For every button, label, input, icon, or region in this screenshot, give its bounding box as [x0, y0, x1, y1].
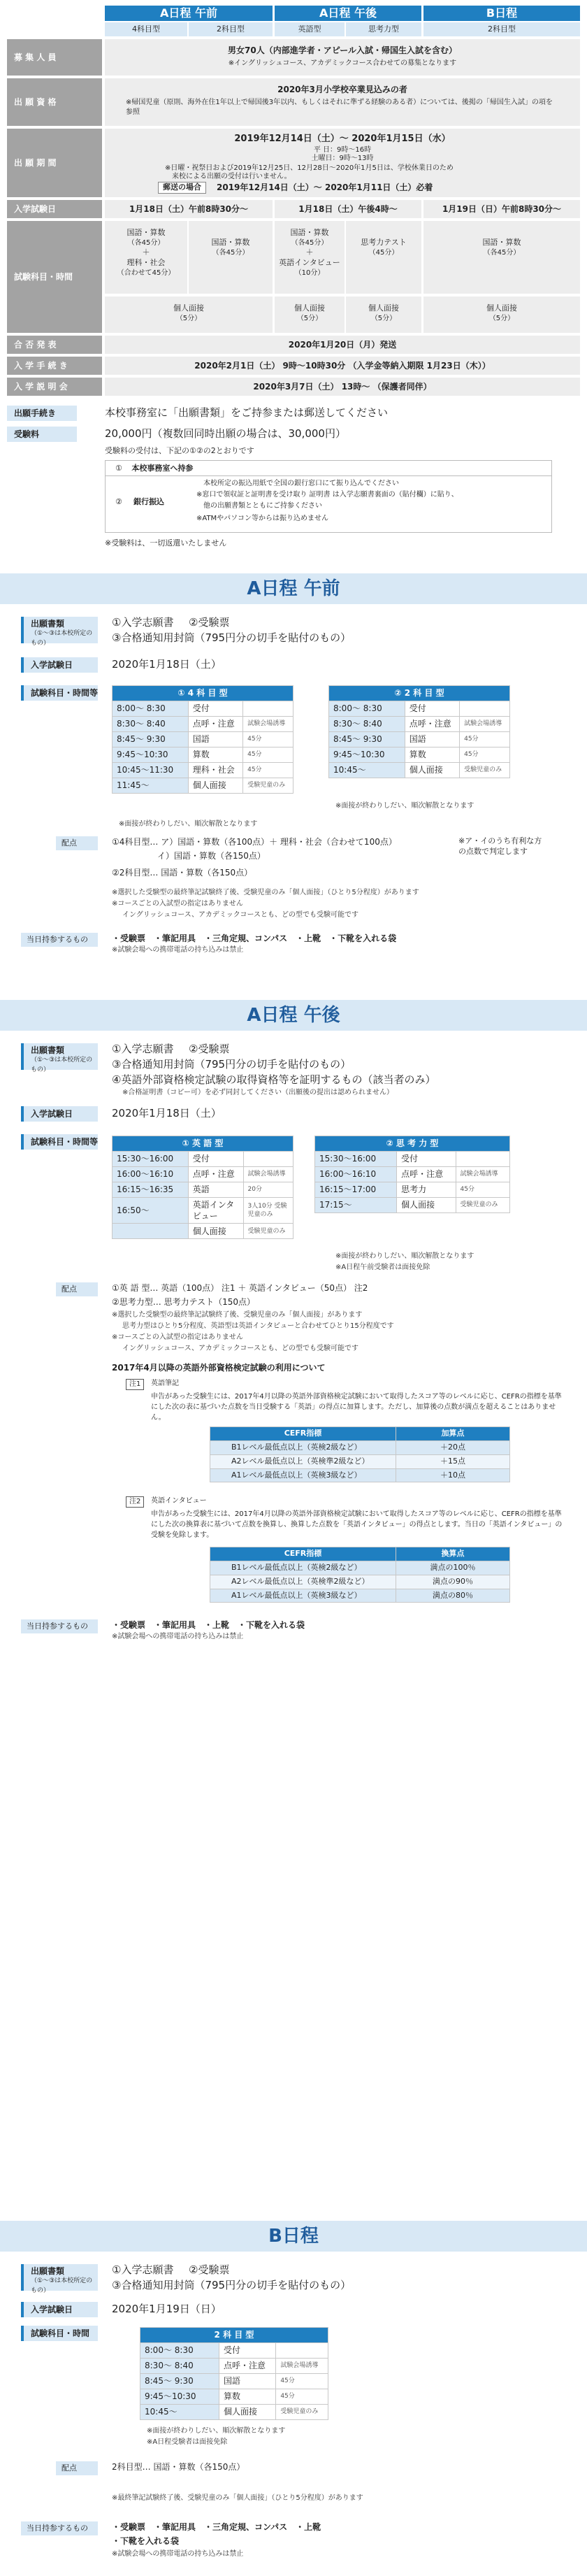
schedule-cell: 45分 — [276, 2374, 328, 2389]
schedule-cell: 45分 — [243, 763, 294, 778]
period-sub1: 平 日：9時～16時 — [313, 146, 372, 154]
p-table-think — [314, 1136, 510, 1213]
cefr-cell: 満点の90％ — [396, 1575, 509, 1589]
examday-a2: 1月18日（土）午後4時～ — [275, 200, 421, 218]
proc-label-2: 受験料 — [7, 427, 77, 442]
cefr2-h0: CEFR指標 — [210, 1547, 396, 1561]
subheader-b2: 2科目型 — [423, 22, 580, 36]
b-carry-2: ・下靴を入れる袋 — [112, 2536, 180, 2546]
b-note-2: ※A日程受験者は面接免除 — [147, 2438, 228, 2446]
schedule-cell: 試験会場誘導 — [243, 1167, 294, 1182]
schedule-row — [113, 1198, 294, 1224]
schedule-row — [113, 1224, 294, 1239]
interview-p1 — [275, 296, 345, 333]
schedule-cell: 理科・社会 — [188, 763, 242, 778]
a-score-3: ※ア・イのうち有利な方の点数で判定します — [458, 836, 542, 856]
b-docs-label-sub: （①～③は本校所定のもの） — [31, 2277, 93, 2294]
subj-text: 理科・社会 — [126, 258, 166, 268]
subj-text: （合わせて45分） — [117, 269, 175, 278]
a-doc-2: ②受験票 — [189, 616, 230, 629]
schedule-row — [315, 1167, 510, 1182]
schedule-cell — [243, 701, 294, 717]
schedule-cell: 45分 — [460, 732, 510, 747]
schedule-cell: 8:00～ 8:30 — [113, 701, 189, 717]
note2-head: 英語インタビュー — [151, 1497, 207, 1505]
subheader-2: 2科目型 — [189, 22, 273, 36]
p-carry-label: 当日持参するもの — [21, 1619, 98, 1633]
b-carry: ・受験票 ・筆記用具 ・三角定規、コンパス ・上靴 — [112, 2522, 321, 2532]
b-docs-label — [21, 2264, 98, 2294]
p-score-label: 配点 — [56, 1282, 98, 1296]
period-note2: 来校による出願の受付は行いません。 — [172, 173, 291, 180]
p-score-2: ②思考力型… 思考力テスト（150点） — [112, 1297, 255, 1307]
schedule-row — [140, 2359, 328, 2374]
p-table-eng — [112, 1136, 294, 1239]
subj-text: （各45分） — [291, 238, 328, 247]
label-subjects: 試験科目・時間 — [7, 221, 102, 333]
procedure-cell: 2020年2月1日（土） 9時～10時30分 （入学金等納入期限 1月23日（木）） — [105, 357, 580, 375]
opt2-line1: 本校所定の振込用紙で全国の銀行窓口にて振り込んでください — [203, 480, 399, 487]
p-doc-4: ④英語外部資格検定試験の取得資格等を証明するもの（該当者のみ） — [112, 1073, 436, 1086]
refund-note: ※受験料は、一切返還いたしません — [105, 538, 227, 548]
proc-text-2: 20,000円（複数回同時出願の場合は、30,000円） — [105, 427, 346, 440]
note1-head: 英語筆記 — [151, 1380, 179, 1387]
schedule-cell: 16:00～16:10 — [315, 1167, 397, 1182]
header-b: B日程 — [423, 6, 580, 21]
a-memo-2: ※コースごとの入試型の指定はありません — [112, 900, 243, 908]
cefr1-h0: CEFR指標 — [210, 1427, 396, 1441]
interview-time: （5分） — [488, 314, 515, 322]
schedule-row — [113, 1167, 294, 1182]
fee-note: 受験料の受付は、下記の①②の2とおりです — [105, 446, 254, 455]
a-carry-note: ※試験会場への携帯電話の持ち込みは禁止 — [112, 946, 244, 954]
a-score-label: 配点 — [56, 836, 98, 850]
schedule-cell: 受験児童のみ — [276, 2405, 328, 2420]
schedule-cell: 16:00～16:10 — [113, 1167, 189, 1182]
proc-label-1: 出願手続き — [7, 406, 77, 421]
p-doc-1: ①入学志願書 — [112, 1043, 174, 1055]
overview-table — [0, 0, 587, 548]
schedule-cell: 個人面接 — [188, 778, 242, 794]
label-eligibility: 出 願 資 格 — [7, 78, 102, 126]
opt1-num: ① — [115, 464, 122, 473]
label-briefing: 入 学 説 明 会 — [7, 378, 102, 396]
schedule-cell: 個人面接 — [397, 1198, 456, 1213]
p-note-1: ※面接が終わりしだい、順次解散となります — [335, 1252, 474, 1260]
b-note-1: ※面接が終わりしだい、順次解散となります — [147, 2427, 286, 2435]
header-a-morning: A日程 午前 — [105, 6, 273, 21]
a-date: 2020年1月18日（土） — [112, 658, 222, 671]
cefr2-h1: 換算点 — [396, 1547, 509, 1561]
interview-time: （5分） — [296, 314, 323, 322]
examday-a1: 1月18日（土）午前8時30分～ — [105, 200, 273, 218]
cefr-cell: A1レベル最低点以上（英検3級など） — [210, 1468, 396, 1482]
schedule-cell: 受験児童のみ — [243, 1224, 294, 1239]
subj-text: （45分） — [368, 248, 399, 257]
cefr-cell: 満点の80％ — [396, 1589, 509, 1603]
schedule-cell: 8:00～ 8:30 — [140, 2343, 219, 2359]
b-doc-3: ③合格通知用封筒（795円分の切手を貼付のもの） — [112, 2279, 352, 2291]
subj-text: 国語・算数 — [126, 228, 166, 237]
schedule-cell: 16:15～17:00 — [315, 1182, 397, 1198]
schedule-cell: 試験会場誘導 — [460, 717, 510, 732]
a-memo-3: イングリッシュコース、アカデミックコースとも、どの型でも受験可能です — [122, 911, 358, 919]
period-note1: ※日曜・祝祭日および2019年12月25日、12月28日～2020年1月5日は、学校休業日のため — [165, 164, 454, 172]
p-date-label: 入学試験日 — [21, 1106, 98, 1122]
subj-text: 思考力テスト — [361, 238, 407, 247]
note1-tag: 注1 — [126, 1379, 144, 1390]
schedule-cell: 45分 — [243, 747, 294, 763]
interview-time: （5分） — [175, 314, 202, 322]
a-doc-3: ③合格通知用封筒（795円分の切手を貼付のもの） — [112, 631, 352, 644]
label-result: 合 否 発 表 — [7, 336, 102, 354]
p-date: 2020年1月18日（土） — [112, 1107, 222, 1119]
subheader-think: 思考力型 — [346, 22, 421, 36]
schedule-cell: 国語 — [405, 732, 459, 747]
p-docs-note: ※合格証明書（コピー可）を必ず同封してください（出願後の提出は認められません） — [122, 1089, 393, 1096]
opt2-num: ② — [115, 497, 122, 506]
cefr-cell: A1レベル最低点以上（英検3級など） — [210, 1589, 396, 1603]
cefr-row — [210, 1575, 510, 1589]
p-memo-2: 思考力型はひとり5分程度、英語型は英語インタビューと合わせてひとり15分程度です — [122, 1322, 394, 1330]
schedule-cell: 20分 — [243, 1182, 294, 1198]
period-sub2: 土曜日：9時～13時 — [311, 155, 374, 162]
p-t1-title: ① 英 語 型 — [113, 1136, 294, 1152]
cefr-table-2 — [210, 1547, 510, 1603]
p-memo-1: ※選択した受験型の最終筆記試験終了後、受験児童のみ「個人面接」があります — [112, 1311, 363, 1319]
subj-text: ＋ — [305, 248, 314, 257]
period-text: 2019年12月14日（土）～ 2020年1月15日（水） — [234, 134, 451, 144]
cefr-table-1 — [210, 1426, 510, 1482]
a-docs-label-text: 出願書類 — [31, 619, 65, 629]
subj-text: （10分） — [294, 269, 325, 278]
a-t1-note: ※面接が終わりしだい、順次解散となります — [119, 820, 258, 828]
capacity-text: 男女70人（内部進学者・アピール入試・帰国生入試を含む） — [228, 45, 457, 55]
schedule-cell: 受験児童のみ — [243, 778, 294, 794]
opt1-text: 本校事務室へ持参 — [131, 464, 194, 473]
schedule-cell: 16:50～ — [113, 1198, 189, 1224]
schedule-row — [113, 701, 294, 717]
subheader-4: 4科目型 — [105, 22, 187, 36]
b-score-label: 配点 — [56, 2461, 98, 2475]
interview-p2 — [346, 296, 421, 333]
schedule-cell: 45分 — [243, 732, 294, 747]
schedule-cell — [276, 2343, 328, 2359]
schedule-cell: 英語 — [188, 1182, 243, 1198]
schedule-cell: 受験児童のみ — [460, 763, 510, 778]
schedule-cell — [460, 701, 510, 717]
section-a-morning-title: A日程 午前 — [0, 573, 587, 604]
subj-p-think — [346, 221, 421, 294]
schedule-cell: 試験会場誘導 — [456, 1167, 509, 1182]
b-doc-2: ②受験票 — [189, 2263, 230, 2276]
label-examday: 入学試験日 — [7, 200, 102, 218]
schedule-cell: 8:30～ 8:40 — [329, 717, 405, 732]
opt2-line2: ※窓口で領収証と証明書を受け取り 証明書 は入学志願書裏面の（貼付欄）に貼り、 — [196, 491, 458, 499]
p-score-1: ①英 語 型… 英語（100点） 注1 ＋ 英語インタビュー（50点） 注2 — [112, 1283, 368, 1293]
subj-a-2 — [189, 221, 273, 294]
subj-text: 英語インタビュー — [279, 258, 340, 268]
cefr-cell: ＋10点 — [396, 1468, 509, 1482]
a-date-label: 入学試験日 — [21, 657, 98, 673]
p-docs-label — [21, 1043, 98, 1073]
schedule-row — [113, 778, 294, 794]
schedule-cell: 10:45～11:30 — [113, 763, 189, 778]
schedule-cell: 受付 — [219, 2343, 275, 2359]
eligibility-cell — [105, 78, 580, 126]
eligibility-note: ※帰国児童（原則、海外在住1年以上で帰国後3年以内、もしくはそれに準ずる経験のある者）については、後掲の「帰国生入試」の項を参照 — [126, 99, 553, 116]
note1-text: 申告があった受験生には、2017年4月以降の英語外部資格検定試験において取得したスコア等のレベルに応じ、CEFRの指標を基準にした次の表に基づいた点数を当日受験する「英語」の得点に加算します。ただし、加算後の点数が満点を超えることはありません。 — [151, 1393, 562, 1422]
p-t2-title: ② 思 考 力 型 — [315, 1136, 510, 1152]
schedule-cell: 受付 — [188, 701, 242, 717]
schedule-cell — [456, 1152, 509, 1167]
p-doc-3: ③合格通知用封筒（795円分の切手を貼付のもの） — [112, 1058, 352, 1071]
cefr-cell: B1レベル最低点以上（英検2級など） — [210, 1561, 396, 1575]
schedule-cell: 17:15～ — [315, 1198, 397, 1213]
label-period: 出 願 期 間 — [7, 129, 102, 197]
b-doc-1: ①入学志願書 — [112, 2263, 174, 2276]
interview-b — [423, 296, 580, 333]
schedule-row — [315, 1198, 510, 1213]
cefr-cell: B1レベル最低点以上（英検2級など） — [210, 1440, 396, 1454]
schedule-cell: 受験児童のみ — [456, 1198, 509, 1213]
label-capacity: 募 集 人 員 — [7, 39, 102, 76]
schedule-cell: 試験会場誘導 — [276, 2359, 328, 2374]
schedule-cell: 8:45～ 9:30 — [113, 732, 189, 747]
schedule-cell: 点呼・注意 — [405, 717, 459, 732]
a-carry-label: 当日持参するもの — [21, 933, 98, 947]
schedule-row — [113, 717, 294, 732]
subj-b — [423, 221, 580, 294]
proc-text-1: 本校事務室に「出願書類」をご持参または郵送してください — [105, 406, 389, 419]
subheader-eng: 英語型 — [275, 22, 345, 36]
schedule-cell: 11:45～ — [113, 778, 189, 794]
b-date: 2020年1月19日（日） — [112, 2303, 222, 2315]
schedule-cell: 国語 — [188, 732, 242, 747]
schedule-row — [329, 763, 510, 778]
interview-text: 個人面接 — [294, 303, 325, 313]
p-docs-label-sub: （①～③は本校所定のもの） — [31, 1057, 93, 1073]
schedule-cell: 試験会場誘導 — [243, 717, 294, 732]
subj-a-4 — [105, 221, 187, 294]
schedule-cell: 点呼・注意 — [188, 1167, 243, 1182]
cefr1-h1: 加算点 — [396, 1427, 509, 1441]
b-table — [140, 2327, 328, 2420]
schedule-row — [140, 2389, 328, 2405]
schedule-cell: 9:45～10:30 — [113, 747, 189, 763]
schedule-cell: 8:45～ 9:30 — [329, 732, 405, 747]
schedule-row — [315, 1182, 510, 1198]
p-memo-3: ※コースごとの入試型の指定はありません — [112, 1333, 243, 1341]
a-score-4: ②2科目型… 国語・算数（各150点） — [112, 868, 253, 878]
schedule-cell: 算数 — [188, 747, 242, 763]
schedule-cell: 9:45～10:30 — [329, 747, 405, 763]
note2-text: 申告があった受験生には、2017年4月以降の英語外部資格検定試験において取得したスコア等のレベルに応じ、CEFRの指標を基準にした次の換算表に基づいて点数を換算し、換算した点数を「英語インタビュー」の得点とします。当日の「英語インタビュー」の受験を免除します。 — [151, 1510, 563, 1539]
section-a-afternoon-title: A日程 午後 — [0, 1000, 587, 1031]
result-cell: 2020年1月20日（月）発送 — [105, 336, 580, 354]
schedule-cell: 8:45～ 9:30 — [140, 2374, 219, 2389]
b-date-label: 入学試験日 — [21, 2302, 98, 2317]
b-score-1: 2科目型… 国語・算数（各150点） — [112, 2462, 245, 2472]
schedule-cell: 8:00～ 8:30 — [329, 701, 405, 717]
subj-text: 国語・算数 — [290, 228, 329, 237]
p-docs-label-text: 出願書類 — [31, 1045, 65, 1055]
schedule-cell — [113, 1224, 189, 1239]
schedule-cell: 個人面接 — [405, 763, 459, 778]
p-carry-note: ※試験会場への携帯電話の持ち込みは禁止 — [112, 1633, 244, 1640]
b-carry-note: ※試験会場への携帯電話の持ち込みは禁止 — [112, 2550, 244, 2558]
schedule-cell: 点呼・注意 — [397, 1167, 456, 1182]
a-memo-1: ※選択した受験型の最終筆記試験終了後、受験児童のみ「個人面接」（ひとり5分程度）があります — [112, 889, 419, 896]
capacity-cell — [105, 39, 580, 76]
cefr-row — [210, 1561, 510, 1575]
a-score-2: イ）国語・算数（各150点） — [157, 851, 266, 861]
schedule-row — [113, 732, 294, 747]
schedule-cell: 45分 — [276, 2389, 328, 2405]
interview-text: 個人面接 — [368, 303, 399, 313]
schedule-cell: 点呼・注意 — [188, 717, 242, 732]
a-score-1: ①4科目型… ア）国語・算数（各100点）＋ 理科・社会（合わせて100点） — [112, 837, 397, 847]
p-doc-2: ②受験票 — [189, 1043, 230, 1055]
subj-p-eng — [275, 221, 345, 294]
opt2-row — [106, 476, 551, 532]
schedule-cell: 個人面接 — [219, 2405, 275, 2420]
schedule-cell: 国語 — [219, 2374, 275, 2389]
a-docs-label-sub: （①～③は本校所定のもの） — [31, 630, 93, 647]
capacity-note: ※イングリッシュコース、アカデミックコース合わせての募集となります — [228, 59, 457, 68]
subj-text: 国語・算数 — [211, 238, 250, 247]
b-t1-title: 2 科 目 型 — [140, 2328, 328, 2343]
mail-label: 郵送の場合 — [158, 182, 206, 194]
p-note-2: ※A日程午前受験者は面接免除 — [335, 1264, 430, 1271]
schedule-row — [329, 747, 510, 763]
a-table-4 — [112, 685, 294, 794]
schedule-cell: 45分 — [456, 1182, 509, 1198]
label-procedure: 入 学 手 続 き — [7, 357, 102, 375]
schedule-cell: 8:30～ 8:40 — [113, 717, 189, 732]
cefr-row — [210, 1468, 510, 1482]
subj-text: 国語・算数 — [482, 238, 521, 247]
schedule-row — [315, 1152, 510, 1167]
interview-text: 個人面接 — [486, 303, 517, 313]
briefing-cell: 2020年3月7日（土） 13時～ （保護者同伴） — [105, 378, 580, 396]
examday-b: 1月19日（日）午前8時30分～ — [423, 200, 580, 218]
b-docs-label-text: 出願書類 — [31, 2266, 65, 2276]
schedule-cell: 16:15～16:35 — [113, 1182, 189, 1198]
schedule-cell: 算数 — [405, 747, 459, 763]
schedule-row — [140, 2405, 328, 2420]
a-doc-1: ①入学志願書 — [112, 616, 174, 629]
opt2-text: 銀行振込 — [133, 497, 164, 506]
b-memo-1: ※最終筆記試験終了後、受験児童のみ「個人面接」（ひとり5分程度）があります — [112, 2494, 363, 2502]
schedule-row — [113, 1182, 294, 1198]
cefr-cell: 満点の100％ — [396, 1561, 509, 1575]
p-subj-label: 試験科目・時間等 — [21, 1134, 98, 1150]
schedule-row — [140, 2374, 328, 2389]
note2-tag: 注2 — [126, 1496, 144, 1508]
fee-options — [105, 460, 552, 533]
cefr-cell: A2レベル最低点以上（英検準2級など） — [210, 1454, 396, 1468]
schedule-row — [113, 763, 294, 778]
mail-text: 2019年12月14日（土）～ 2020年1月11日（土）必着 — [217, 183, 433, 192]
schedule-cell: 算数 — [219, 2389, 275, 2405]
cefr-cell: ＋20点 — [396, 1440, 509, 1454]
schedule-row — [329, 701, 510, 717]
schedule-cell: 3人10分 受験児童のみ — [243, 1198, 294, 1224]
schedule-cell: 思考力 — [397, 1182, 456, 1198]
schedule-cell: 15:30～16:00 — [113, 1152, 189, 1167]
schedule-row — [113, 747, 294, 763]
schedule-row — [329, 717, 510, 732]
schedule-cell: 受付 — [405, 701, 459, 717]
cefr-row — [210, 1589, 510, 1603]
subj-text: （各45分） — [212, 248, 249, 257]
a-t2-title: ② 2 科 目 型 — [329, 686, 510, 701]
section-b-title: B日程 — [0, 2221, 587, 2252]
schedule-cell: 15:30～16:00 — [315, 1152, 397, 1167]
a-t2-note: ※面接が終わりしだい、順次解散となります — [335, 802, 474, 810]
schedule-cell: 個人面接 — [188, 1224, 243, 1239]
header-a-afternoon: A日程 午後 — [275, 6, 421, 21]
cefr-cell: ＋15点 — [396, 1454, 509, 1468]
b-carry-label: 当日持参するもの — [21, 2521, 98, 2535]
schedule-cell: 9:45～10:30 — [140, 2389, 219, 2405]
schedule-cell: 英語インタビュー — [188, 1198, 243, 1224]
a-table-2 — [328, 685, 510, 778]
a-t1-title: ① 4 科 目 型 — [113, 686, 294, 701]
a-subj-label: 試験科目・時間等 — [21, 685, 98, 701]
p-carry: ・受験票 ・筆記用具 ・上靴 ・下靴を入れる袋 — [112, 1620, 305, 1630]
schedule-cell — [243, 1152, 294, 1167]
cefr-row — [210, 1440, 510, 1454]
schedule-row — [329, 732, 510, 747]
interview-time: （5分） — [370, 314, 397, 322]
a-docs-label — [21, 617, 98, 647]
cefr-title: 2017年4月以降の英語外部資格検定試験の利用について — [112, 1363, 326, 1373]
period-cell — [105, 129, 580, 197]
schedule-cell: 受付 — [397, 1152, 456, 1167]
interview-text: 個人面接 — [173, 303, 204, 313]
schedule-row — [140, 2343, 328, 2359]
opt2-line4: ※ATMやパソコン等からは振り込めません — [196, 515, 328, 522]
subj-text: （各45分） — [483, 248, 521, 257]
a-carry: ・受験票 ・筆記用具 ・三角定規、コンパス ・上靴 ・下靴を入れる袋 — [112, 933, 397, 943]
p-memo-4: イングリッシュコース、アカデミックコースとも、どの型でも受験可能です — [122, 1345, 358, 1352]
eligibility-text: 2020年3月小学校卒業見込みの者 — [277, 85, 407, 94]
opt2-line3: 他の出願書類とともにご持参ください — [203, 502, 322, 510]
schedule-cell: 点呼・注意 — [219, 2359, 275, 2374]
schedule-cell: 10:45～ — [329, 763, 405, 778]
schedule-cell: 受付 — [188, 1152, 243, 1167]
interview-a — [105, 296, 273, 333]
cefr-cell: A2レベル最低点以上（英検準2級など） — [210, 1575, 396, 1589]
schedule-cell: 8:30～ 8:40 — [140, 2359, 219, 2374]
opt1-row — [106, 461, 551, 476]
cefr-row — [210, 1454, 510, 1468]
schedule-cell: 10:45～ — [140, 2405, 219, 2420]
schedule-row — [113, 1152, 294, 1167]
subj-text: （各45分） — [127, 238, 165, 247]
b-subj-label: 試験科目・時間 — [21, 2326, 98, 2341]
subj-text: ＋ — [142, 248, 150, 257]
schedule-cell: 45分 — [460, 747, 510, 763]
